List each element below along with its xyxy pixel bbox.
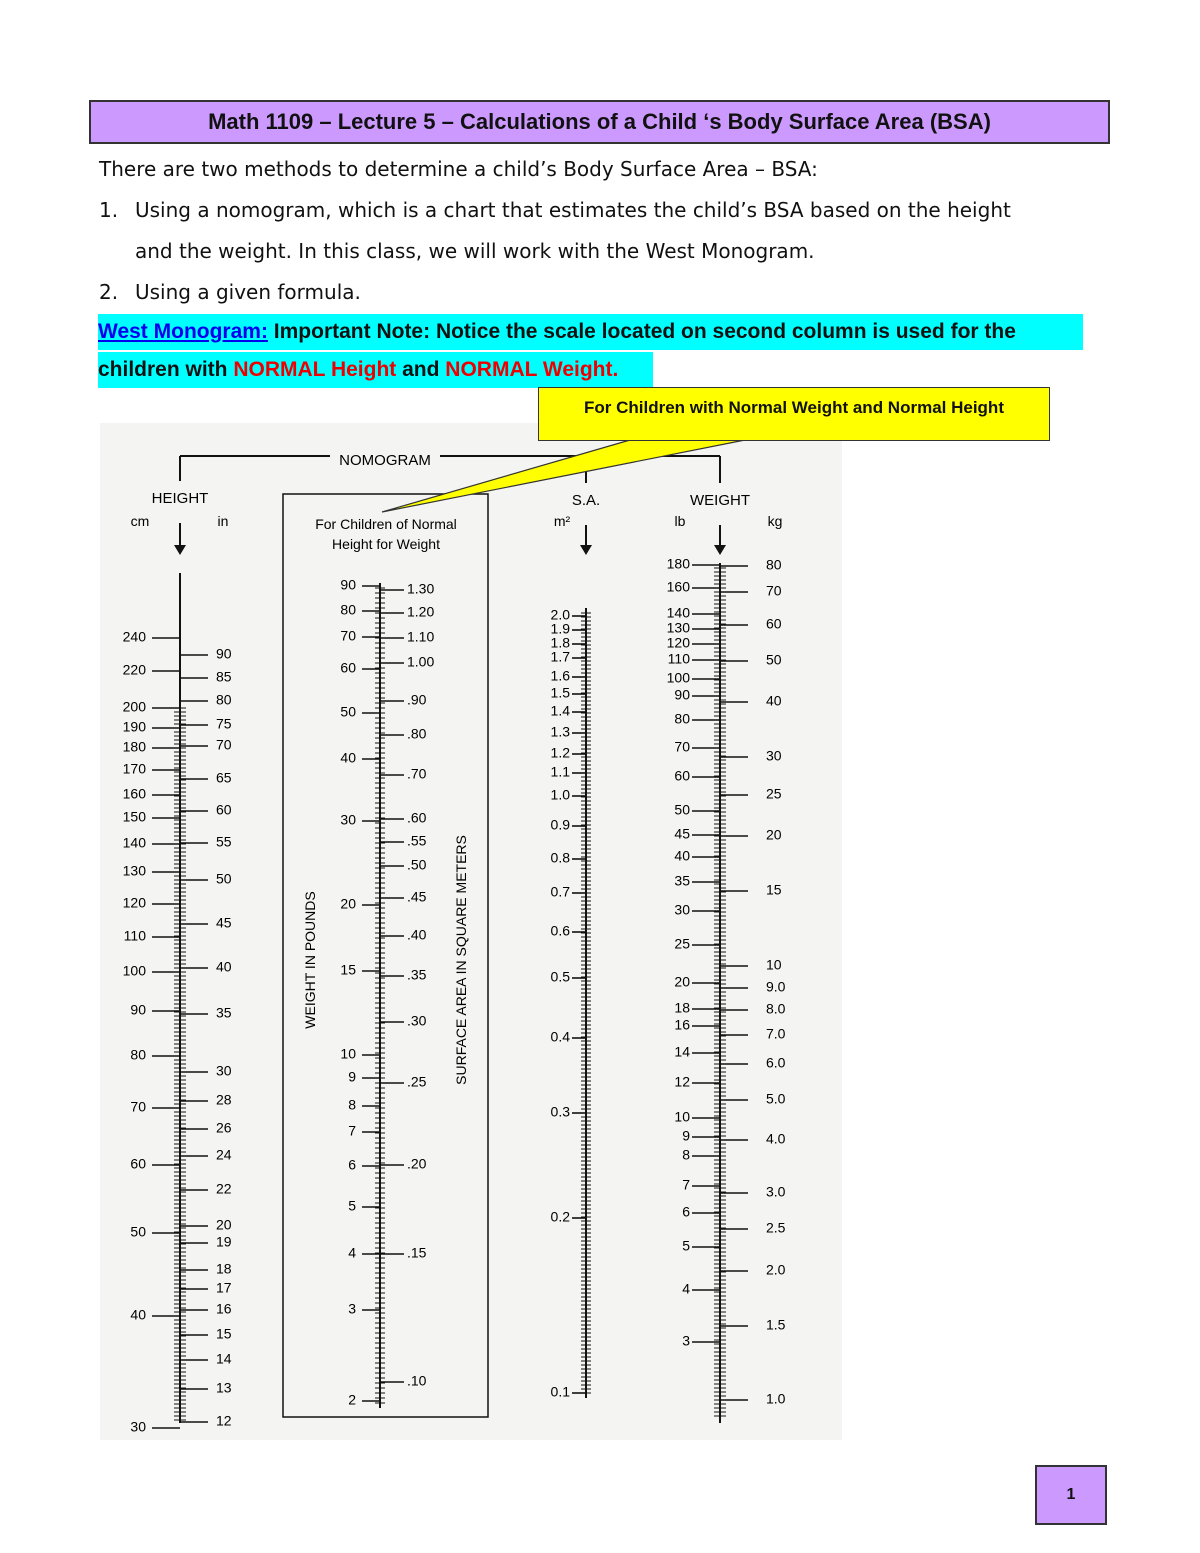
cm-tick-label: 100	[122, 962, 146, 979]
nomogram-title: NOMOGRAM	[339, 451, 431, 469]
sa-tick-label: 1.2	[550, 744, 570, 761]
kg-tick-label: 5.0	[766, 1090, 786, 1107]
normal-sa-tick-label: .15	[407, 1244, 427, 1261]
kg-tick-label: 1.5	[766, 1316, 786, 1333]
normal-lb-tick-label: 20	[340, 895, 356, 912]
kg-tick-label: 70	[766, 582, 782, 599]
lb-tick-label: 16	[674, 1016, 690, 1033]
kg-tick-label: 50	[766, 651, 782, 668]
sa-tick-label: 0.8	[550, 849, 570, 866]
in-tick-label: 40	[216, 958, 232, 975]
kg-tick-label: 15	[766, 881, 782, 898]
in-tick-label: 16	[216, 1300, 232, 1317]
normal-sa-tick-label: .45	[407, 888, 427, 905]
lb-tick-label: 14	[674, 1043, 690, 1060]
lb-tick-label: 160	[666, 578, 690, 595]
normal-lb-tick-label: 50	[340, 703, 356, 720]
sa-tick-label: 1.0	[550, 786, 570, 803]
in-tick-label: 85	[216, 668, 232, 685]
sa-tick-label: 1.6	[550, 667, 570, 684]
kg-tick-label: 1.0	[766, 1390, 786, 1407]
normal-sa-tick-label: .35	[407, 966, 427, 983]
note-text-2b: and	[396, 358, 446, 381]
in-tick-label: 75	[216, 715, 232, 732]
cm-tick-label: 200	[122, 698, 146, 715]
normal-sa-tick-label: .90	[407, 691, 427, 708]
lb-tick-label: 45	[674, 825, 690, 842]
note-text-2a: children with	[98, 358, 234, 381]
normal-lb-tick-label: 7	[348, 1122, 356, 1139]
kg-tick-label: 6.0	[766, 1054, 786, 1071]
cm-tick-label: 30	[130, 1418, 146, 1435]
box-title-line-1: For Children of Normal	[315, 516, 457, 532]
normal-sa-tick-label: .80	[407, 725, 427, 742]
kg-tick-label: 8.0	[766, 1000, 786, 1017]
normal-lb-tick-label: 3	[348, 1300, 356, 1317]
sa-tick-label: 1.7	[550, 648, 570, 665]
normal-lb-tick-label: 80	[340, 601, 356, 618]
sa-tick-label: 0.4	[550, 1028, 570, 1045]
normal-lb-tick-label: 6	[348, 1156, 356, 1173]
sa-tick-label: 1.4	[550, 702, 570, 719]
sa-tick-label: 0.2	[550, 1208, 570, 1225]
normal-sa-tick-label: .10	[407, 1372, 427, 1389]
sa-tick-label: 0.6	[550, 922, 570, 939]
in-tick-label: 14	[216, 1350, 232, 1367]
lb-tick-label: 12	[674, 1073, 690, 1090]
callout-pointer-shape	[382, 440, 745, 512]
lb-tick-label: 50	[674, 801, 690, 818]
in-tick-label: 80	[216, 691, 232, 708]
cm-tick-label: 140	[122, 834, 146, 851]
in-tick-label: 60	[216, 801, 232, 818]
west-monogram-link[interactable]: West Monogram:	[98, 320, 268, 343]
kg-tick-label: 9.0	[766, 978, 786, 995]
cm-tick-label: 40	[130, 1306, 146, 1323]
lb-tick-label: 18	[674, 999, 690, 1016]
method-1-number: 1.	[99, 198, 119, 222]
cm-unit-label: cm	[130, 513, 150, 529]
normal-height-text: NORMAL Height	[233, 358, 397, 381]
cm-tick-label: 180	[122, 738, 146, 755]
lb-tick-label: 20	[674, 973, 690, 990]
lb-tick-label: 6	[682, 1203, 690, 1220]
normal-lb-tick-label: 60	[340, 659, 356, 676]
lb-tick-label: 70	[674, 738, 690, 755]
kg-tick-label: 3.0	[766, 1183, 786, 1200]
cm-tick-label: 70	[130, 1098, 146, 1115]
lb-tick-label: 140	[666, 604, 690, 621]
normal-lb-tick-label: 10	[340, 1045, 356, 1062]
callout-box: For Children with Normal Weight and Normal Height	[538, 387, 1050, 441]
normal-lb-tick-label: 90	[340, 576, 356, 593]
method-2-number: 2.	[99, 280, 119, 304]
normal-lb-tick-label: 8	[348, 1096, 356, 1113]
lb-unit-label: lb	[674, 513, 686, 529]
cm-tick-label: 160	[122, 785, 146, 802]
in-tick-label: 55	[216, 833, 232, 850]
kg-tick-label: 60	[766, 615, 782, 632]
cm-tick-label: 50	[130, 1223, 146, 1240]
intro-text: There are two methods to determine a child’s Body Surface Area – BSA:	[99, 157, 818, 181]
normal-lb-tick-label: 4	[348, 1244, 356, 1261]
sa-tick-label: 0.1	[550, 1383, 570, 1400]
sa-tick-label: 0.9	[550, 816, 570, 833]
normal-sa-tick-label: 1.00	[407, 653, 435, 670]
kg-tick-label: 40	[766, 692, 782, 709]
kg-tick-label: 2.5	[766, 1219, 786, 1236]
in-tick-label: 15	[216, 1325, 232, 1342]
lb-tick-label: 110	[667, 650, 690, 667]
lb-tick-label: 25	[674, 935, 690, 952]
note-text-1: Important Note: Notice the scale located on second column is used for the	[267, 320, 1016, 343]
sa-tick-label: 1.1	[550, 763, 570, 780]
in-tick-label: 13	[216, 1379, 232, 1396]
height-label: HEIGHT	[151, 490, 209, 507]
lb-tick-label: 120	[666, 634, 690, 651]
lb-tick-label: 35	[674, 872, 690, 889]
kg-tick-label: 7.0	[766, 1025, 786, 1042]
method-1-line-2: and the weight. In this class, we will work with the West Monogram.	[135, 239, 815, 263]
lb-tick-label: 9	[682, 1127, 690, 1144]
cm-tick-label: 110	[123, 927, 146, 944]
sa-label: S.A.	[571, 492, 601, 509]
normal-lb-tick-label: 2	[348, 1391, 356, 1408]
sa-tick-label: 0.7	[550, 883, 570, 900]
cm-tick-label: 120	[122, 894, 146, 911]
normal-sa-tick-label: .20	[407, 1155, 427, 1172]
normal-lb-tick-label: 15	[340, 961, 356, 978]
sa-tick-label: 1.9	[550, 620, 570, 637]
in-tick-label: 90	[216, 645, 232, 662]
normal-lb-tick-label: 70	[340, 627, 356, 644]
kg-tick-label: 30	[766, 747, 782, 764]
normal-sa-tick-label: 1.10	[407, 628, 435, 645]
in-tick-label: 70	[216, 736, 232, 753]
sa-tick-label: 1.8	[550, 634, 570, 651]
sa-tick-label: 0.5	[550, 968, 570, 985]
method-1-line-1: Using a nomogram, which is a chart that estimates the child’s BSA based on the height	[135, 198, 1011, 222]
lb-tick-label: 7	[682, 1176, 690, 1193]
in-tick-label: 18	[216, 1260, 232, 1277]
lb-tick-label: 8	[682, 1146, 690, 1163]
cm-tick-label: 240	[122, 628, 146, 645]
normal-lb-tick-label: 5	[348, 1197, 356, 1214]
cm-tick-label: 130	[122, 862, 146, 879]
kg-tick-label: 25	[766, 785, 782, 802]
method-2-line-1: Using a given formula.	[135, 280, 361, 304]
lb-tick-label: 90	[674, 686, 690, 703]
sa-tick-label: 1.5	[550, 684, 570, 701]
kg-tick-label: 4.0	[766, 1130, 786, 1147]
in-tick-label: 45	[216, 914, 232, 931]
normal-lb-tick-label: 9	[348, 1068, 356, 1085]
in-tick-label: 50	[216, 870, 232, 887]
normal-lb-tick-label: 30	[340, 811, 356, 828]
lb-tick-label: 80	[674, 710, 690, 727]
normal-sa-tick-label: 1.20	[407, 603, 435, 620]
lb-tick-label: 40	[674, 847, 690, 864]
in-tick-label: 20	[216, 1216, 232, 1233]
sa-tick-label: 1.3	[550, 723, 570, 740]
lb-tick-label: 60	[674, 767, 690, 784]
in-tick-label: 19	[216, 1233, 232, 1250]
cm-tick-label: 170	[122, 760, 146, 777]
normal-sa-tick-label: .55	[407, 832, 427, 849]
normal-sa-tick-label: .60	[407, 809, 427, 826]
cm-tick-label: 150	[122, 808, 146, 825]
weight-in-pounds-label: WEIGHT IN POUNDS	[302, 891, 318, 1029]
lb-tick-label: 10	[674, 1108, 690, 1125]
normal-sa-tick-label: .25	[407, 1073, 427, 1090]
cm-tick-label: 220	[122, 661, 146, 678]
cm-tick-label: 80	[130, 1046, 146, 1063]
weight-label: WEIGHT	[690, 492, 750, 509]
kg-unit-label: kg	[767, 513, 783, 529]
surface-area-in-square-meters-label: SURFACE AREA IN SQUARE METERS	[453, 835, 469, 1085]
in-tick-label: 22	[216, 1180, 232, 1197]
normal-sa-tick-label: .30	[407, 1012, 427, 1029]
kg-tick-label: 10	[766, 956, 782, 973]
normal-sa-tick-label: 1.30	[407, 580, 435, 597]
normal-lb-tick-label: 40	[340, 749, 356, 766]
cm-tick-label: 90	[130, 1001, 146, 1018]
sa-tick-label: 0.3	[550, 1103, 570, 1120]
normal-weight-text: NORMAL Weight	[445, 358, 613, 381]
kg-tick-label: 20	[766, 826, 782, 843]
sa-tick-label: 2.0	[550, 606, 570, 623]
lb-tick-label: 180	[666, 555, 690, 572]
in-tick-label: 24	[216, 1146, 232, 1163]
cm-tick-label: 60	[130, 1155, 146, 1172]
in-tick-label: 17	[216, 1279, 232, 1296]
lb-tick-label: 4	[682, 1280, 690, 1297]
kg-tick-label: 80	[766, 556, 782, 573]
cm-tick-label: 190	[122, 718, 146, 735]
in-tick-label: 12	[216, 1412, 232, 1429]
in-tick-label: 30	[216, 1062, 232, 1079]
lb-tick-label: 130	[666, 619, 690, 636]
in-unit-label: in	[217, 513, 229, 529]
in-tick-label: 26	[216, 1119, 232, 1136]
in-tick-label: 28	[216, 1091, 232, 1108]
in-tick-label: 65	[216, 769, 232, 786]
kg-tick-label: 2.0	[766, 1261, 786, 1278]
m2-unit-label: m²	[553, 513, 571, 529]
lb-tick-label: 30	[674, 901, 690, 918]
page-title: Math 1109 – Lecture 5 – Calculations of a Child ‘s Body Surface Area (BSA)	[89, 100, 1110, 144]
normal-sa-tick-label: .50	[407, 856, 427, 873]
normal-sa-tick-label: .40	[407, 926, 427, 943]
lb-tick-label: 5	[682, 1237, 690, 1254]
note-period: .	[612, 358, 619, 381]
lb-tick-label: 100	[666, 669, 690, 686]
page-number: 1	[1035, 1465, 1107, 1525]
in-tick-label: 35	[216, 1004, 232, 1021]
lb-tick-label: 3	[682, 1332, 690, 1349]
normal-sa-tick-label: .70	[407, 765, 427, 782]
box-title-line-2: Height for Weight	[332, 536, 440, 552]
